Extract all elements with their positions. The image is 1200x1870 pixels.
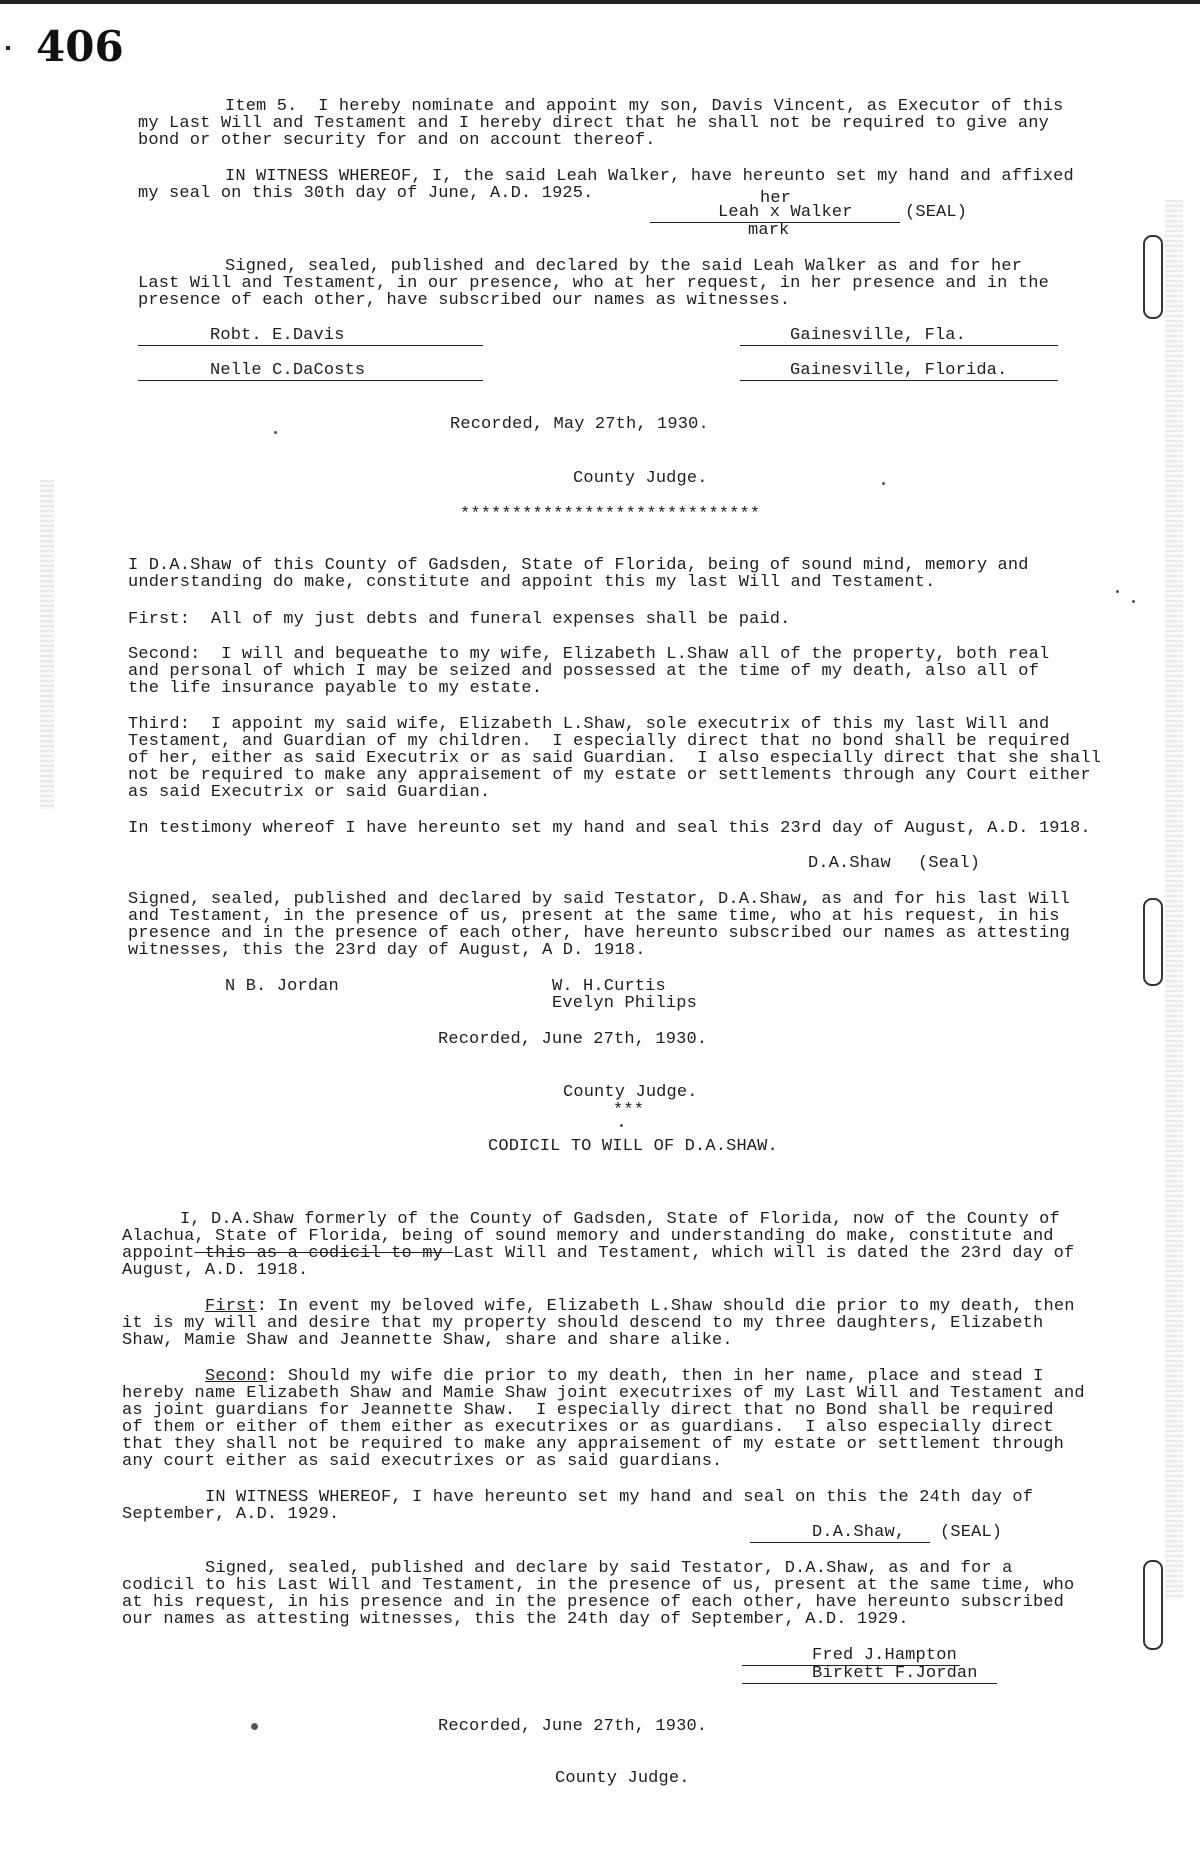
shaw-third-line-3: of her, either as said Executrix or as said Guardian. I also especially direct that she shall [128,749,1102,768]
shaw-third-line-5: as said Executrix or said Guardian. [128,783,491,802]
speck [620,1124,623,1127]
recorded-line-3: Recorded, June 27th, 1930. [438,1717,708,1736]
codicil-first-line-3: Shaw, Mamie Shaw and Jeannette Shaw, share and share alike. [122,1331,733,1350]
witness2-place-line [740,380,1058,381]
codicil-signature: D.A.Shaw, [812,1523,906,1542]
shaw-witness-left: N B. Jordan [225,977,339,996]
codicil-first-line-2: it is my will and desire that my property should descend to my three daughters, Elizabeth [122,1314,1044,1333]
recorded-line-1: Recorded, May 27th, 1930. [450,415,709,434]
shaw-second-line-2: and personal of which I may be seized and possessed at the time of my death, also all of [128,662,1039,681]
codicil-witness-line-2: September, A.D. 1929. [122,1505,340,1524]
witness1-name-line [138,345,483,346]
item5-line-3: bond or other security for and on account thereof. [138,131,656,150]
codicil-attest-line-3: at his request, in his presence and in the presence of each other, have hereunto subscribed [122,1593,1065,1612]
binder-ring-2 [1143,898,1163,986]
codicil-first-text: : In event my beloved wife, Elizabeth L.Shaw should die prior to my death, then [256,1297,1075,1316]
codicil-second-line-2: hereby name Elizabeth Shaw and Mamie Shaw joint executrixes of my Last Will and Testament and [122,1384,1085,1403]
codicil-witness-1: Fred J.Hampton [812,1646,957,1665]
speck [882,482,885,485]
shaw-third-line-4: not be required to make any appraisement of my estate or settlements through any Court either [128,766,1091,785]
county-judge-3: County Judge. [555,1769,690,1788]
signature-leah-walker: Leah x Walker [718,203,853,222]
right-margin-shadow [1165,200,1183,1600]
codicil-intro-line-4: August, A.D. 1918. [122,1261,309,1280]
signature-mark: mark [748,221,790,240]
shaw-intro-line-1: I D.A.Shaw of this County of Gadsden, State of Florida, being of sound mind, memory and [128,556,1029,575]
codicil-second-line-3: as joint guardians for Jeannette Shaw. I especially direct that no Bond shall be required [122,1401,1054,1420]
shaw-witness-right-1: W. H.Curtis [552,977,666,996]
left-margin-shadow [40,480,54,810]
shaw-signature-seal: (Seal) [918,854,981,873]
witness2-place: Gainesville, Florida. [790,361,1008,380]
shaw-second-line-1: Second: I will and bequeathe to my wife, Elizabeth L.Shaw all of the property, both real [128,645,1050,664]
codicil-signature-line [750,1542,930,1543]
shaw-testimony: In testimony whereof I have hereunto set my hand and seal this 23rd day of August, A.D. 1918. [128,819,1091,838]
codicil-attest-line-4: our names as attesting witnesses, this the 24th day of September, A.D. 1929. [122,1610,909,1629]
signature-her: her [760,189,792,208]
codicil-witness-2-line [742,1683,997,1684]
codicil-second-line-4: of them or either of them either as executrixes or as guardians. I also especially direct [122,1418,1054,1437]
codicil-intro-line-3-prefix: appoint [122,1244,195,1263]
shaw-witness-right-2: Evelyn Philips [552,994,697,1013]
small-separator-stars: *** [613,1101,645,1120]
codicil-struck-text: this as a codicil to my [194,1244,454,1263]
witness1-place-line [740,345,1058,346]
codicil-intro-line-3-suffix: Last Will and Testament, which will is dated the 23rd day of [453,1244,1075,1263]
attest-line-3: presence of each other, have subscribed our names as witnesses. [138,291,791,310]
codicil-title: CODICIL TO WILL OF D.A.SHAW. [488,1137,778,1156]
witness2-name-line [138,380,483,381]
attest-line-1: Signed, sealed, published and declared by the said Leah Walker as and for her [225,257,1023,276]
codicil-second-line-5: that they shall not be required to make any appraisement of my estate or settlement through [122,1435,1065,1454]
codicil-second-text: : Should my wife die prior to my death, then in her name, place and stead I [267,1367,1044,1386]
codicil-second-line-6: any court either as said executrixes or as said guardians. [122,1452,723,1471]
codicil-witness-2: Birkett F.Jordan [812,1664,978,1683]
item5-line-1: Item 5. I hereby nominate and appoint my son, Davis Vincent, as Executor of this [225,97,1064,116]
ink-blot [251,1723,258,1730]
shaw-third-line-2: Testament, and Guardian of my children. I especially direct that no bond shall be required [128,732,1071,751]
witness-clause-line-1: IN WITNESS WHEREOF, I, the said Leah Walker, have hereunto set my hand and affixed [225,167,1074,186]
shaw-third-line-1: Third: I appoint my said wife, Elizabeth L.Shaw, sole executrix of this my last Will and [128,715,1050,734]
recorded-line-2: Recorded, June 27th, 1930. [438,1030,708,1049]
witness1-name: Robt. E.Davis [210,326,345,345]
codicil-intro-line-2: Alachua, State of Florida, being of sound memory and understanding do make, constitute and [122,1227,1054,1246]
shaw-attest-line-1: Signed, sealed, published and declared by said Testator, D.A.Shaw, as and for his last Will [128,890,1071,909]
codicil-attest-line-1: Signed, sealed, published and declare by said Testator, D.A.Shaw, as and for a [205,1559,1013,1578]
witness2-name: Nelle C.DaCosts [210,361,366,380]
shaw-attest-line-4: witnesses, this the 23rd day of August, A D. 1918. [128,941,646,960]
codicil-attest-line-2: codicil to his Last Will and Testament, in the presence of us, present at the same time, who [122,1576,1075,1595]
county-judge-1: County Judge. [573,469,708,488]
codicil-signature-seal: (SEAL) [940,1523,1003,1542]
shaw-signature: D.A.Shaw [808,854,891,873]
shaw-attest-line-2: and Testament, in the presence of us, present at the same time, who at his request, in his [128,907,1060,926]
item5-line-2: my Last Will and Testament and I hereby direct that he shall not be required to give any [138,114,1049,133]
shaw-attest-line-3: presence and in the presence of each other, have hereunto subscribed our names as attesting [128,924,1071,943]
attest-line-2: Last Will and Testament, in our presence, who at her request, in her presence and in the [138,274,1049,293]
speck [274,431,277,434]
codicil-second-label: Second [205,1367,268,1386]
county-judge-2: County Judge. [563,1083,698,1102]
section-separator-stars: ***************************** [460,505,761,524]
codicil-first-label: First [205,1297,257,1316]
shaw-first: First: All of my just debts and funeral expenses shall be paid. [128,610,791,629]
shaw-intro-line-2: understanding do make, constitute and appoint this my last Will and Testament. [128,573,936,592]
witness-clause-line-2: my seal on this 30th day of June, A.D. 1925. [138,184,594,203]
top-border-line [0,0,1200,4]
binder-ring-1 [1143,235,1163,319]
speck [1116,590,1119,593]
signature-seal: (SEAL) [905,203,968,222]
margin-dot [6,46,10,50]
codicil-witness-line-1: IN WITNESS WHEREOF, I have hereunto set my hand and seal on this the 24th day of [205,1488,1034,1507]
page-number: 406 [36,22,124,71]
speck [1132,600,1135,603]
witness1-place: Gainesville, Fla. [790,326,966,345]
binder-ring-3 [1143,1560,1163,1650]
codicil-intro-line-1: I, D.A.Shaw formerly of the County of Gadsden, State of Florida, now of the County of [180,1210,1060,1229]
shaw-second-line-3: the life insurance payable to my estate. [128,679,543,698]
